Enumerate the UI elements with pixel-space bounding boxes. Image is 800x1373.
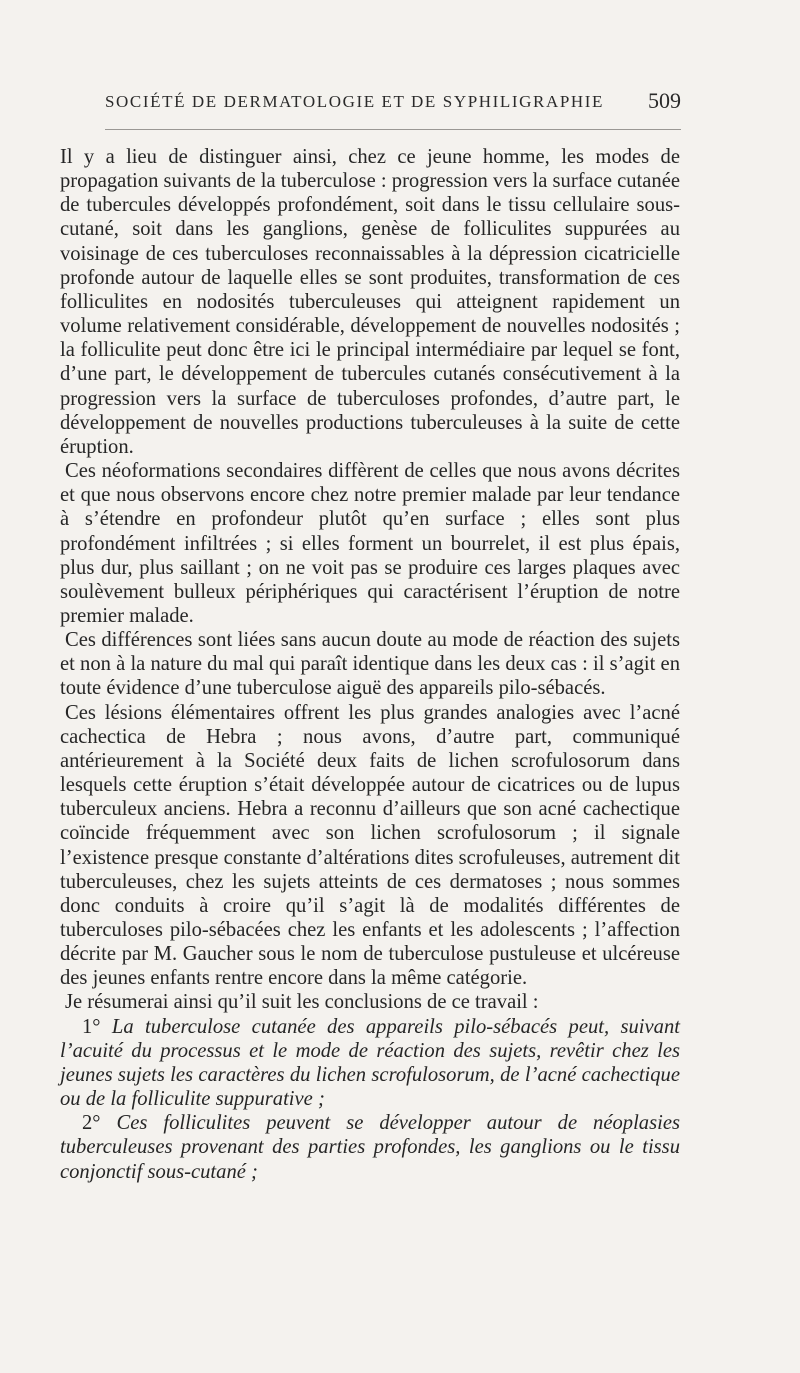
paragraph: Ces lésions élémentaires offrent les plus grandes analogies avec l’acné cachectica de Hebra ; nous avons, d’autre part, communiqué antérieurement à la Société deux faits de lichen scrofulosorum dans lesquels cette éruption s’était développée autour de cicatrices ou de lupus tuberculeux anciens. Hebra a reconnu d’ailleurs que son acné cachectique coïncide fréquemment avec son lichen scrofulosorum ; il signale l’existence presque constante d’altérations dites scrofuleuses, autrement dit tuberculeuses, chez les sujets atteints de ces dermatoses ; nous sommes donc conduits à croire qu’il s’agit là de modalités différentes de tuberculoses pilo-sébacées chez les enfants et les adolescents ; l’affection décrite par M. Gaucher sous le nom de tuberculose pustuleuse et ulcéreuse des jeunes enfants rentre encore dans la même catégorie.: [60, 701, 680, 990]
conclusion-item: [60, 1111, 680, 1183]
conclusion-text: La tuberculose cutanée des appareils pilo-sébacés peut, suivant l’acuité du processus et le mode de réaction des sujets, revêtir chez les jeunes sujets les caractères du lichen scrofulosorum, de l’acné cachectique ou de la folliculite suppurative ;: [60, 1015, 680, 1111]
body-text: [60, 145, 680, 1184]
paragraph: Ces différences sont liées sans aucun doute au mode de réaction des sujets et non à la nature du mal qui paraît identique dans les deux cas : il s’agit en toute évidence d’une tuberculose aiguë des appareils pilo-sébacés.: [60, 629, 680, 700]
paragraph: Il y a lieu de distinguer ainsi, chez ce jeune homme, les modes de propagation suivants de la tuberculose : progression vers la surface cutanée de tubercules développés profondément, soit dans le tissu cellulaire sous-cutané, soit dans les ganglions, genèse de folliculites suppurées au voisinage de ces tuberculoses reconnaissables à la dépression cicatricielle profonde autour de laquelle elles se sont produites, transformation de ces folliculites en nodosités tuberculeuses qui atteignent rapidement un volume relativement considérable, développement de nouvelles nodosités ; la folliculite peut donc être ici le principal intermédiaire par lequel se font, d’une part, le développement de tubercules cutanés consécutivement à la progression vers la surface de tuberculoses profondes, d’autre part, le développement de nouvelles productions tuberculeuses à la suite de cette éruption.: [60, 146, 680, 458]
conclusion-item: [60, 1015, 680, 1112]
paragraph: Ces néoformations secondaires diffèrent de celles que nous avons décrites et que nous observons encore chez notre premier malade par leur tendance à s’étendre en profondeur plutôt qu’en surface ; elles sont plus profondément infiltrées ; si elles forment un bourrelet, il est plus épais, plus dur, plus saillant ; on ne voit pas se produire ces larges plaques avec soulèvement bulleux périphériques qui caractérisent l’éruption de notre premier malade.: [60, 460, 680, 627]
conclusion-number: 1°: [82, 1015, 101, 1038]
conclusion-number: 2°: [82, 1112, 101, 1135]
header-rule: [105, 129, 681, 130]
page-number: 509: [648, 88, 681, 113]
paragraph: Je résumerai ainsi qu’il suit les conclusions de ce travail :: [65, 991, 539, 1014]
running-title: SOCIÉTÉ DE DERMATOLOGIE ET DE SYPHILIGRAPHIE: [105, 92, 605, 111]
running-head: [105, 88, 681, 118]
conclusion-text: Ces folliculites peuvent se développer autour de néoplasies tuberculeuses provenant des parties profondes, les ganglions ou le tissu conjonctif sous-cutané ;: [60, 1112, 680, 1183]
